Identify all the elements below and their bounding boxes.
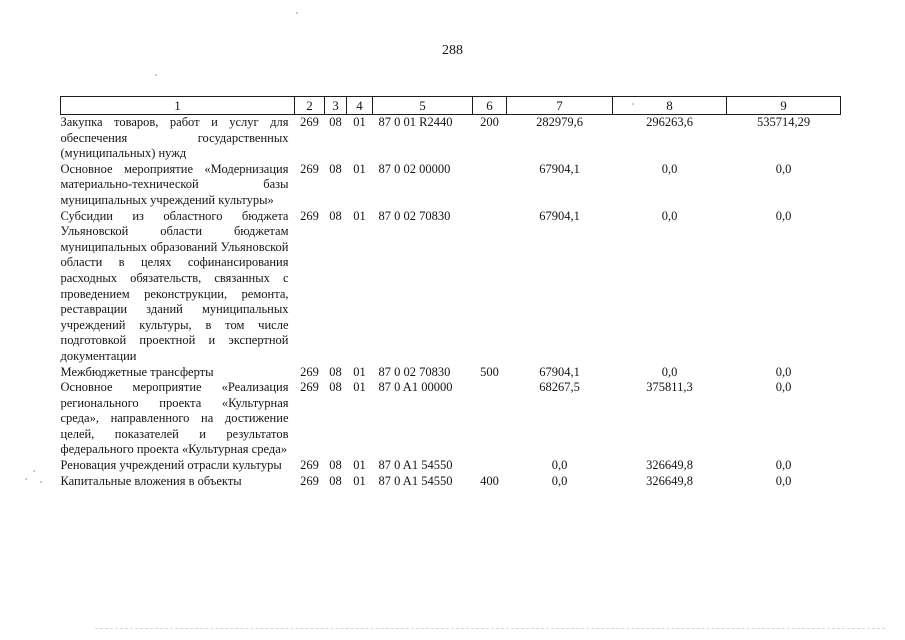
cell-amount-col7: 0,0	[551, 458, 568, 473]
cell-section: 08	[329, 364, 342, 379]
column-number-header-row	[61, 97, 841, 115]
page-number: 288	[442, 43, 463, 58]
cell-section: 08	[329, 473, 342, 488]
cell-section: 08	[329, 208, 342, 223]
cell-section: 08	[329, 115, 342, 129]
cell-section: 08	[329, 161, 342, 176]
cell-amount-col8: 0,0	[661, 208, 678, 223]
table-row	[61, 458, 841, 474]
scan-artifact-line	[95, 628, 885, 630]
cell-section: 08	[329, 380, 342, 395]
cell-amount-col7: 68267,5	[539, 380, 580, 395]
cell-amount-col9: 535714,29	[756, 115, 811, 129]
column-header-9: 9	[727, 97, 841, 115]
cell-subsection: 01	[353, 208, 366, 223]
scan-speck	[25, 478, 27, 480]
cell-target-article: 87 0 A1 00000	[378, 380, 453, 395]
cell-section: 08	[329, 458, 342, 473]
cell-amount-col7: 282979,6	[536, 115, 583, 129]
cell-ministry-code: 269	[300, 380, 319, 395]
cell-expense-type: 400	[480, 473, 499, 488]
budget-table	[60, 96, 841, 489]
column-header-4: 4	[347, 97, 373, 115]
cell-amount-col9: 0,0	[775, 458, 792, 473]
cell-ministry-code: 269	[300, 473, 319, 488]
cell-target-article: 87 0 02 70830	[378, 364, 451, 379]
cell-target-article: 87 0 01 R2440	[378, 115, 453, 129]
cell-amount-col7: 0,0	[551, 473, 568, 488]
cell-subsection: 01	[353, 115, 366, 129]
cell-amount-col8: 375811,3	[646, 380, 693, 395]
cell-ministry-code: 269	[300, 208, 319, 223]
cell-amount-col8: 326649,8	[646, 458, 693, 473]
row-name: Основное мероприятие «Модернизация материально-технической базы муниципальных учреждений культуры»	[60, 161, 289, 207]
row-name: Закупка товаров, работ и услуг для обеспечения государственных (муниципальных) нужд	[60, 115, 289, 161]
table-row	[61, 209, 841, 365]
row-name: Капитальные вложения в объекты	[60, 473, 242, 488]
cell-ministry-code: 269	[300, 115, 319, 129]
cell-amount-col9: 0,0	[775, 364, 792, 379]
cell-expense-type: 500	[480, 364, 499, 379]
scan-speck	[296, 12, 298, 14]
cell-subsection: 01	[353, 161, 366, 176]
table-row	[61, 115, 841, 162]
cell-amount-col9: 0,0	[775, 161, 792, 176]
column-header-8: 8	[613, 97, 727, 115]
row-name: Субсидии из областного бюджета Ульяновской области бюджетам муниципальных образований Ульяновской области в целях софинансирования расходных обязательств, связанных с проведением реконструкции, ремонта, реставрации зданий муниципальных учреждений культуры, в том числе подготовкой проектной и экспертной документации	[60, 208, 289, 363]
row-name: Реновация учреждений отрасли культуры	[60, 458, 282, 473]
cell-expense-type: 200	[480, 115, 499, 129]
cell-amount-col8: 296263,6	[646, 115, 693, 129]
cell-amount-col8: 326649,8	[646, 473, 693, 488]
cell-target-article: 87 0 A1 54550	[378, 473, 453, 488]
cell-amount-col8: 0,0	[661, 161, 678, 176]
cell-expense-type	[473, 458, 507, 474]
table-row	[61, 162, 841, 209]
cell-target-article: 87 0 02 70830	[378, 208, 451, 223]
cell-amount-col9: 0,0	[775, 208, 792, 223]
cell-target-article: 87 0 02 00000	[378, 161, 451, 176]
cell-subsection: 01	[353, 458, 366, 473]
column-header-6: 6	[473, 97, 507, 115]
cell-ministry-code: 269	[300, 458, 319, 473]
row-name: Основное мероприятие «Реализация регионального проекта «Культурная среда», направленного на достижение целей, показателей и результатов федерального проекта «Культурная среда»	[60, 380, 289, 457]
cell-amount-col7: 67904,1	[539, 364, 580, 379]
cell-amount-col8: 0,0	[661, 364, 678, 379]
table-row	[61, 365, 841, 381]
cell-ministry-code: 269	[300, 364, 319, 379]
cell-amount-col9: 0,0	[775, 380, 792, 395]
cell-expense-type	[473, 162, 507, 209]
scan-speck	[632, 103, 634, 105]
column-header-1: 1	[61, 97, 295, 115]
cell-amount-col9: 0,0	[775, 473, 792, 488]
cell-ministry-code: 269	[300, 161, 319, 176]
cell-expense-type	[473, 380, 507, 458]
cell-amount-col7: 67904,1	[539, 208, 580, 223]
column-header-2: 2	[295, 97, 325, 115]
row-name: Межбюджетные трансферты	[60, 364, 214, 379]
cell-subsection: 01	[353, 380, 366, 395]
column-header-3: 3	[325, 97, 347, 115]
cell-target-article: 87 0 A1 54550	[378, 458, 453, 473]
column-header-7: 7	[507, 97, 613, 115]
table-row	[61, 474, 841, 490]
cell-expense-type	[473, 209, 507, 365]
cell-subsection: 01	[353, 364, 366, 379]
cell-subsection: 01	[353, 473, 366, 488]
scan-speck	[33, 470, 35, 472]
scan-speck	[155, 74, 157, 76]
scan-speck	[40, 481, 42, 483]
column-header-5: 5	[373, 97, 473, 115]
table-row	[61, 380, 841, 458]
cell-amount-col7: 67904,1	[539, 161, 580, 176]
